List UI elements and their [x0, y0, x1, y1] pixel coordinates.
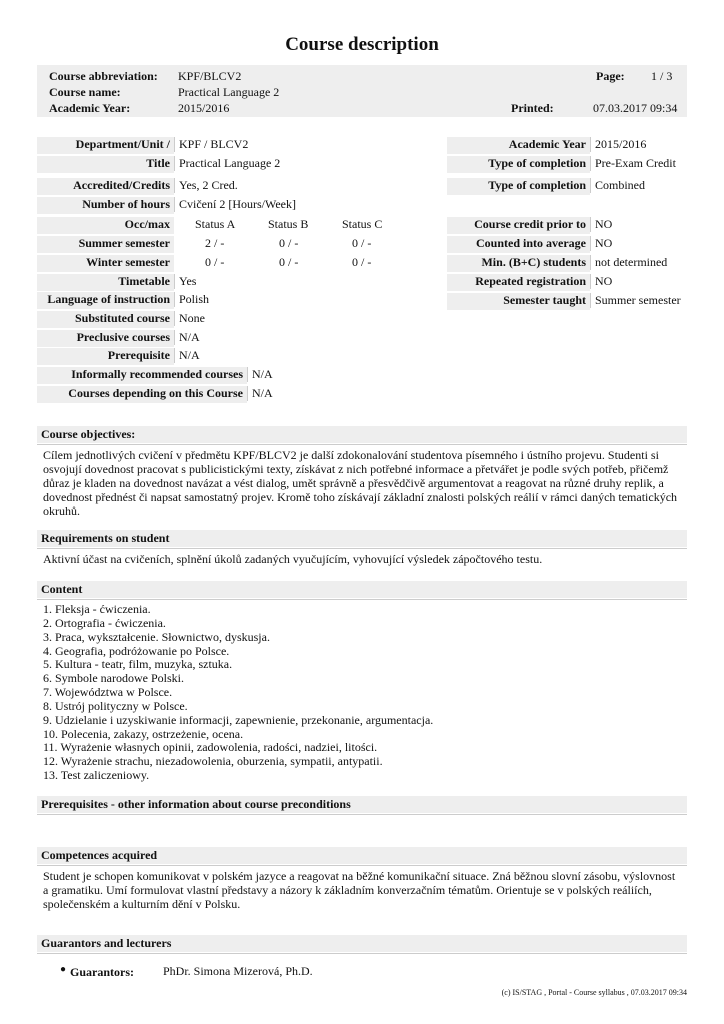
- winter-semester-label: Winter semester: [37, 255, 174, 272]
- page-value: 1 / 3: [651, 69, 673, 83]
- section-divider: [37, 548, 687, 549]
- repeated-registration-label: Repeated registration: [447, 274, 590, 291]
- min-students-label: Min. (B+C) students: [447, 255, 590, 272]
- counted-average-label: Counted into average: [447, 236, 590, 253]
- list-item: 12. Wyrażenie strachu, niezadowolenia, oburzenia, sympatii, antypatii.: [43, 754, 383, 769]
- content-list: [43, 603, 683, 783]
- informally-recommended-value: N/A: [247, 367, 273, 382]
- counted-average-value: NO: [590, 236, 612, 251]
- section-divider: [37, 814, 687, 815]
- language-label: Language of instruction: [37, 292, 174, 309]
- objectives-text: Cílem jednotlivých cvičení v předmětu KPF/BLCV2 je další zdokonalování studentova písemného i ústního projevu. Studenti si osvojují dovednost pracovat s publicistickými texty, získávat z nich potřebné informace a přetvářet je podle svých potřeb, přičemž důraz je kladen na dovednost navázat a vést dialog, umět správně a přesvědčivě argumentovat a reagovat na různé druhy replik, a dovednost přednést či napsat samostatný projev. Kromě toho získávají základní znalosti polských reálií v rámci daných tematických okruhů.: [43, 448, 678, 518]
- right-academic-year-label: Academic Year: [447, 137, 590, 154]
- credit-prior-value: NO: [590, 217, 612, 232]
- status-b-header: Status B: [268, 217, 309, 231]
- content-heading: Content: [37, 581, 687, 598]
- hours-value: Cvičení 2 [Hours/Week]: [174, 197, 296, 212]
- list-item: 13. Test zaliczeniowy.: [43, 768, 150, 783]
- list-item: 1. Fleksja - ćwiczenia.: [43, 602, 151, 616]
- guarantors-heading: Guarantors and lecturers: [37, 935, 687, 952]
- competences-heading: Competences acquired: [37, 847, 687, 864]
- academic-year-label: Academic Year:: [49, 101, 131, 115]
- substituted-label: Substituted course: [37, 311, 174, 328]
- list-item: 8. Ustrój polityczny w Polsce.: [43, 698, 188, 713]
- substituted-value: None: [174, 311, 205, 326]
- list-item: 2. Ortografia - ćwiczenia.: [43, 615, 166, 630]
- section-divider: [37, 953, 687, 954]
- guarantors-label: Guarantors:: [70, 965, 134, 979]
- list-item: 10. Polecenia, zakazy, ostrzeżenie, ocena.: [43, 726, 244, 741]
- department-label: Department/Unit /: [37, 137, 174, 154]
- preclusive-value: N/A: [174, 330, 200, 345]
- list-item: 7. Województwa w Polsce.: [43, 685, 173, 700]
- prerequisites-heading: Prerequisites - other information about course preconditions: [37, 796, 687, 813]
- repeated-registration-value: NO: [590, 274, 612, 289]
- informally-recommended-label: Informally recommended courses: [37, 367, 247, 384]
- course-name-label: Course name:: [49, 85, 121, 99]
- section-divider: [37, 444, 687, 445]
- type-of-completion-label: Type of completion: [447, 156, 590, 173]
- page-label: Page:: [596, 69, 625, 83]
- course-name-value: Practical Language 2: [178, 85, 280, 99]
- requirements-text: Aktivní účast na cvičeních, splnění úkolů zadaných vyučujícím, vyhovující výsledek zápočtového testu.: [43, 552, 543, 566]
- page-title: Course description: [285, 34, 439, 55]
- winter-status-b: 0 / -: [279, 255, 299, 269]
- list-item: 9. Udzielanie i uzyskiwanie informacji, zapewnienie, przekonanie, argumentacja.: [43, 712, 434, 727]
- preclusive-label: Preclusive courses: [37, 330, 174, 347]
- page-footer: (c) IS/STAG , Portal - Course syllabus , 07.03.2017 09:34: [501, 988, 687, 997]
- depending-courses-value: N/A: [247, 386, 273, 401]
- prerequisite-label: Prerequisite: [37, 348, 174, 365]
- academic-year-value: 2015/2016: [178, 101, 230, 115]
- list-item: 5. Kultura - teatr, film, muzyka, sztuka.: [43, 657, 233, 672]
- depending-courses-label: Courses depending on this Course: [37, 386, 247, 403]
- semester-taught-label: Semester taught: [447, 293, 590, 310]
- list-item: 6. Symbole narodowe Polski.: [43, 671, 184, 686]
- credit-prior-label: Course credit prior to: [447, 217, 590, 234]
- list-item: 4. Geografia, podróżowanie po Polsce.: [43, 643, 230, 658]
- type-of-completion-value: Pre-Exam Credit: [590, 156, 676, 171]
- credits-label: Accredited/Credits: [37, 178, 174, 195]
- hours-label: Number of hours: [37, 197, 174, 214]
- winter-status-c: 0 / -: [352, 255, 372, 269]
- printed-label: Printed:: [511, 101, 554, 115]
- guarantors-value: PhDr. Simona Mizerová, Ph.D.: [163, 964, 313, 978]
- list-item: 3. Praca, wykształcenie. Słownictwo, dyskusja.: [43, 629, 270, 644]
- title-label: Title: [37, 156, 174, 173]
- semester-taught-value: Summer semester: [590, 293, 681, 308]
- type-of-completion-2-label: Type of completion: [447, 178, 590, 195]
- bullet-icon: ●: [60, 964, 67, 975]
- status-a-header: Status A: [195, 217, 236, 231]
- section-divider: [37, 599, 687, 600]
- competences-text: Student je schopen komunikovat v polském jazyce a reagovat na běžné komunikační situace. Zná běžnou slovní zásobu, výslovnost a gramatiku. Umí formulovat vlastní představy a názory k základním konverzačním tématům. Orientuje se v polských reáliích, společenském a kulturním dění v Polsku.: [43, 869, 676, 911]
- requirements-heading: Requirements on student: [37, 530, 687, 547]
- summer-status-b: 0 / -: [279, 236, 299, 250]
- list-item: 11. Wyrażenie własnych opinii, zadowolenia, radości, nadziei, litości.: [43, 740, 378, 755]
- course-abbreviation-value: KPF/BLCV2: [178, 69, 242, 83]
- occ-max-label: Occ/max: [37, 217, 174, 234]
- type-of-completion-2-value: Combined: [590, 178, 645, 193]
- prerequisite-value: N/A: [174, 348, 200, 363]
- min-students-value: not determined: [590, 255, 667, 270]
- status-c-header: Status C: [342, 217, 383, 231]
- timetable-value: Yes: [174, 274, 196, 289]
- summer-semester-label: Summer semester: [37, 236, 174, 253]
- credits-value: Yes, 2 Cred.: [174, 178, 238, 193]
- summer-status-a: 2 / -: [205, 236, 225, 250]
- printed-value: 07.03.2017 09:34: [593, 101, 678, 115]
- department-value: KPF / BLCV2: [174, 137, 248, 152]
- section-divider: [37, 865, 687, 866]
- summer-status-c: 0 / -: [352, 236, 372, 250]
- language-value: Polish: [174, 292, 209, 307]
- title-value: Practical Language 2: [174, 156, 280, 171]
- timetable-label: Timetable: [37, 274, 174, 291]
- right-academic-year-value: 2015/2016: [590, 137, 646, 152]
- winter-status-a: 0 / -: [205, 255, 225, 269]
- course-abbreviation-label: Course abbreviation:: [49, 69, 158, 83]
- objectives-heading: Course objectives:: [37, 426, 687, 443]
